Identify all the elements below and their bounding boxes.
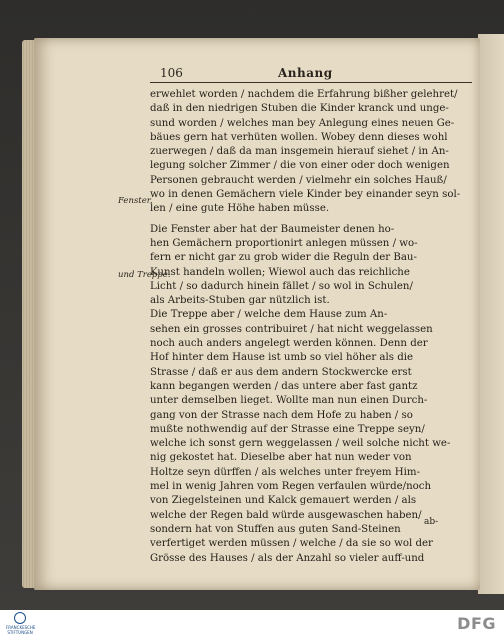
foundation-logo-text: FRANCKESCHE STIFTUNGEN [6,625,36,635]
text-line: verfertiget werden müssen / welche / da sie so wol der [150,538,433,550]
facing-page-edge [478,34,504,594]
catchword: ab- [424,517,439,527]
text-line: wo in denen Gemächern viele Kinder bey einander seyn sol- [150,189,461,201]
text-line: sund worden / welches man bey Anlegung eines neuen Ge- [150,117,455,129]
text-line: Holtze seyn dürffen / als welches unter freyem Him- [150,466,421,478]
text-line: mel in wenig Jahren vom Regen verfaulen würde/noch [150,481,432,493]
text-line: gang von der Strasse nach dem Hofe zu haben / so [150,409,413,421]
text-line: Die Fenster aber hat der Baumeister denen ho- [150,223,395,235]
text-line: erwehlet worden / nachdem die Erfahrung bißher gelehret/ [150,89,458,100]
text-line: Hof hinter dem Hause ist umb so viel höher als die [150,352,414,364]
foundation-emblem-icon [14,612,26,624]
text-line: fern er nicht gar zu grob wider die Reguln der Bau- [150,252,417,264]
text-line: welche der Regen bald würde ausgewaschen haben/ [150,509,422,521]
text-line: Kunst handeln wollen; Wiewol auch das reichliche [150,266,410,278]
text-line: von Ziegelsteinen und Kalck gemauert werden / als [150,495,417,507]
margin-note-fenster: Fenster. [118,196,153,206]
text-line: Grösse des Hauses / als der Anzahl so vieler auff-und [150,552,425,564]
text-line: welche ich sonst gern weggelassen / weil solche nicht we- [150,438,451,450]
text-line: Die Treppe aber / welche dem Hause zum An- [150,309,388,321]
margin-note-treppe: und Treppe. [118,270,171,280]
text-line: Licht / so dadurch hinein fället / so wol in Schulen/ [150,280,413,292]
text-line: legung solcher Zimmer / die von einer oder doch wenigen [150,160,450,172]
text-line: Personen gebraucht werden / vielmehr ein solches Hauß/ [150,174,447,186]
text-line: nig gekostet hat. Dieselbe aber hat nun weder von [150,452,412,464]
text-line: daß in den niedrigen Stuben die Kinder kranck und unge- [150,103,449,115]
text-line: Strasse / daß er aus dem andern Stockwercke erst [150,366,412,378]
running-head: Anhang [278,66,333,80]
text-line: sondern hat von Stuffen aus guten Sand-Steinen [150,523,401,535]
text-line: mußte nothwendig auf der Strasse eine Treppe seyn/ [150,423,425,435]
page-number: 106 [160,66,183,80]
body-text [150,88,472,566]
text-line: kann begangen werden / das untere aber fast gantz [150,380,418,392]
header-rule [150,82,472,83]
foundation-logo[interactable] [6,612,34,638]
text-line: sehen ein grosses contribuiret / hat nicht weggelassen [150,323,433,335]
text-line: len / eine gute Höhe haben müsse. [150,203,330,215]
text-line: unter demselben lieget. Wollte man nun einen Durch- [150,395,428,407]
text-line: als Arbeits-Stuben gar nützlich ist. [150,295,330,307]
text-line: zuerwegen / daß da man insgemein hierauf siehet / in An- [150,146,449,158]
footer-bar [0,610,504,641]
dfg-logo[interactable]: DFG [457,614,496,633]
text-line: hen Gemächern proportionirt anlegen müssen / wo- [150,237,418,249]
text-line: noch auch anders angelegt werden können. Denn der [150,338,428,350]
text-line: bäues gern hat verhüten wollen. Wobey denn dieses wohl [150,131,448,143]
